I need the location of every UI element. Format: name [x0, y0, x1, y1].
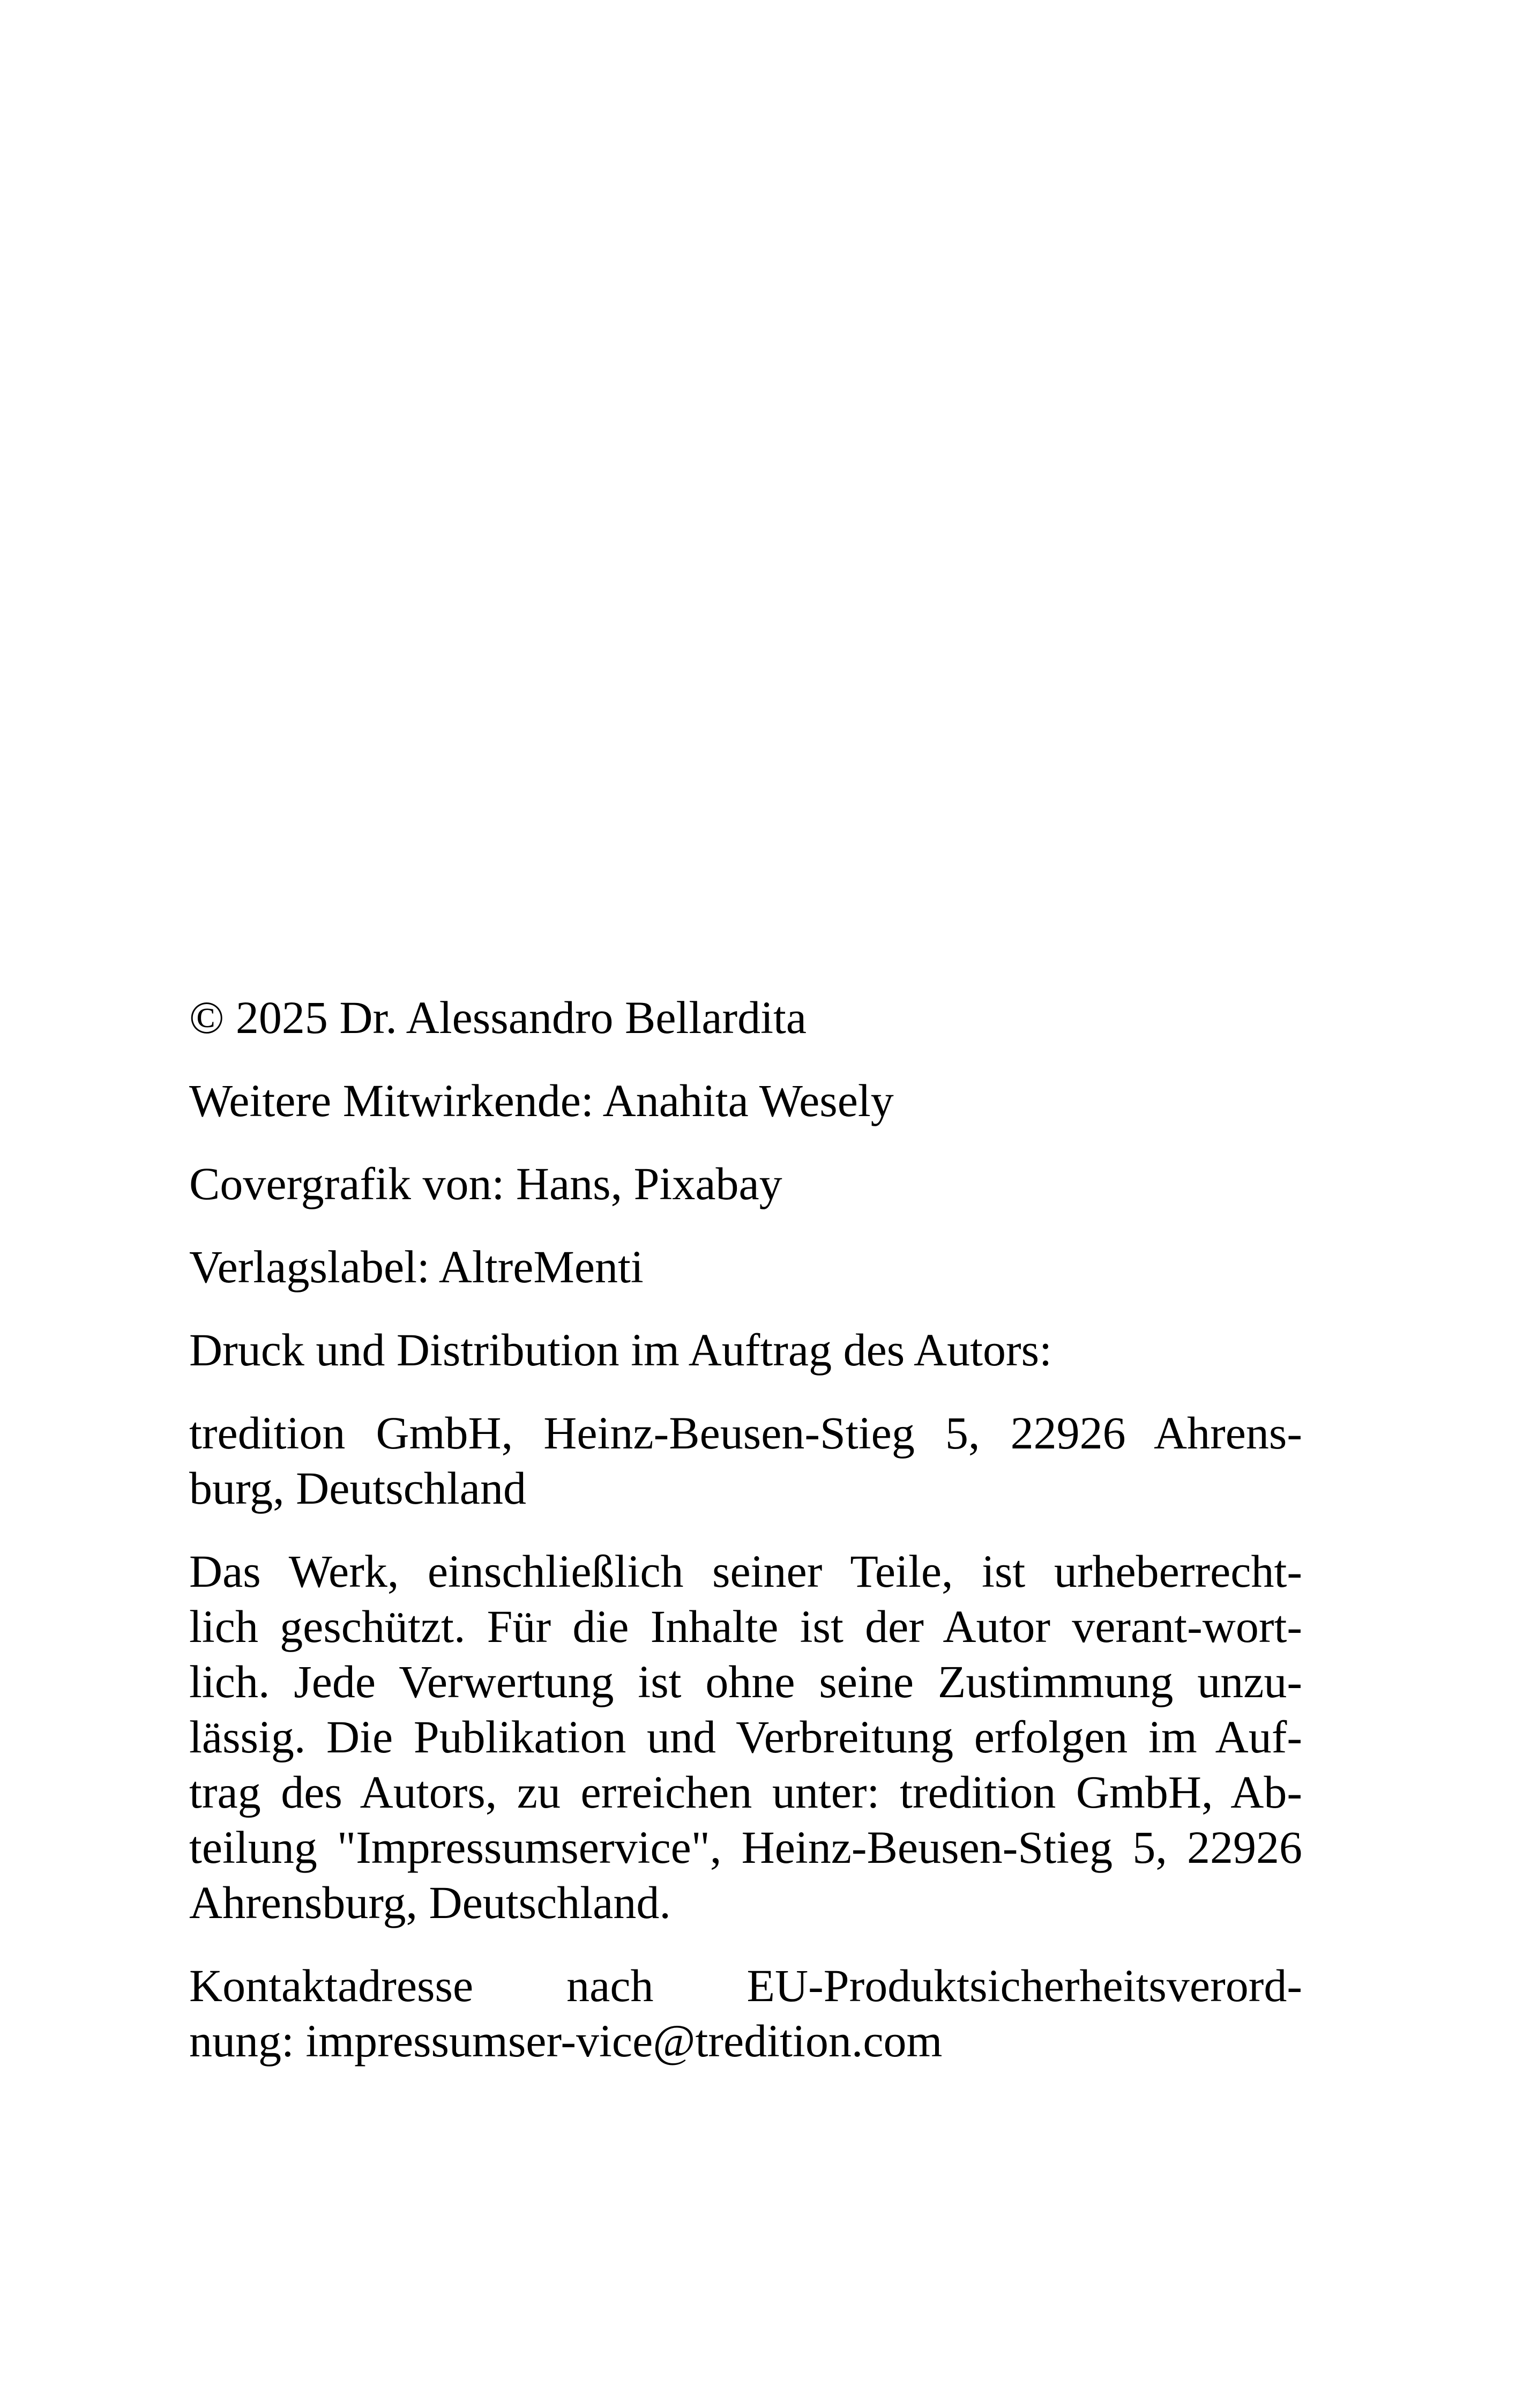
text-line: lich geschützt. Für die Inhalte ist der Autor verant-wort- — [189, 1601, 1302, 1652]
text-line: teilung "Impressumservice", Heinz-Beusen-Stieg 5, 22926 — [189, 1822, 1302, 1873]
text-line: © 2025 Dr. Alessandro Bellardita — [189, 992, 807, 1043]
imprint-paragraph — [189, 1544, 1302, 1930]
imprint-paragraph — [189, 1073, 1302, 1128]
text-line: Kontaktadresse nach EU-Produktsicherheitsverord- — [189, 1960, 1302, 2011]
imprint-paragraph — [189, 1406, 1302, 1516]
imprint-paragraph — [189, 1239, 1302, 1295]
text-line: tredition GmbH, Heinz-Beusen-Stieg 5, 22926 Ahrens- — [189, 1407, 1302, 1459]
imprint-paragraph — [189, 1958, 1302, 2069]
text-line: Druck und Distribution im Auftrag des Autors: — [189, 1324, 1052, 1376]
text-line: Verlagslabel: AltreMenti — [189, 1241, 644, 1292]
text-line: Ahrensburg, Deutschland. — [189, 1877, 671, 1928]
text-line: Das Werk, einschließlich seiner Teile, ist urheberrecht- — [189, 1545, 1302, 1597]
imprint-text-block — [189, 990, 1302, 2069]
text-line: Weitere Mitwirkende: Anahita Wesely — [189, 1075, 894, 1126]
text-line: Covergrafik von: Hans, Pixabay — [189, 1158, 782, 1209]
imprint-paragraph — [189, 1322, 1302, 1378]
text-line: burg, Deutschland — [189, 1462, 526, 1514]
text-line: trag des Autors, zu erreichen unter: tredition GmbH, Ab- — [189, 1766, 1302, 1818]
text-line: lich. Jede Verwertung ist ohne seine Zustimmung unzu- — [189, 1656, 1302, 1707]
text-line: nung: impressumser-vice@tredition.com — [189, 2015, 943, 2067]
text-line: lässig. Die Publikation und Verbreitung erfolgen im Auf- — [189, 1711, 1302, 1763]
imprint-paragraph — [189, 990, 1302, 1045]
imprint-paragraph — [189, 1156, 1302, 1212]
